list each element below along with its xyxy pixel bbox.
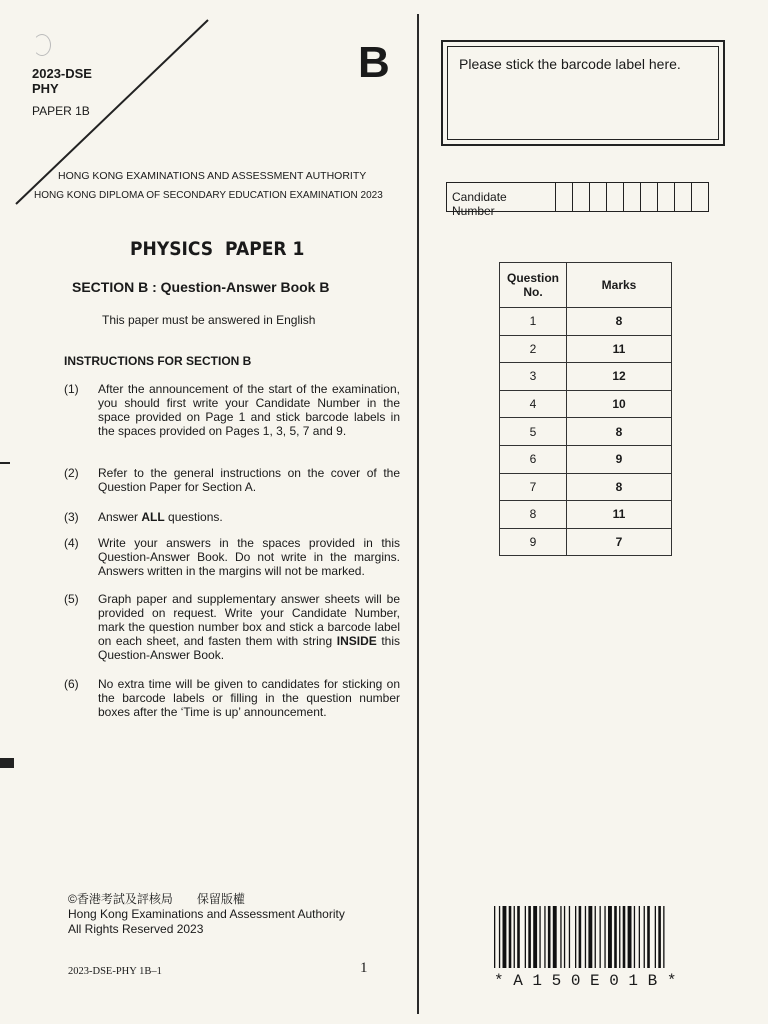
- barcode-bar: [579, 906, 582, 968]
- instructions-heading: INSTRUCTIONS FOR SECTION B: [64, 354, 252, 368]
- barcode-bar: [569, 906, 570, 968]
- section-letter: B: [358, 38, 390, 87]
- marks-table-row: [500, 445, 672, 473]
- barcode-bar: [658, 906, 661, 968]
- candidate-number-cell[interactable]: [556, 183, 573, 211]
- candidate-number-cell[interactable]: [692, 183, 708, 211]
- question-number-cell: 9: [500, 528, 567, 556]
- instruction-text: No extra time will be given to candidates for sticking on the barcode labels or filling in the question number boxes after the ‘Time is up’ announcement.: [98, 677, 400, 719]
- barcode-bar: [553, 906, 557, 968]
- candidate-number-cell[interactable]: [573, 183, 590, 211]
- question-number-cell: 2: [500, 335, 567, 363]
- barcode-bar: [548, 906, 551, 968]
- margin-tick: [0, 462, 10, 464]
- barcode-bar: [525, 906, 526, 968]
- instruction-number: (4): [64, 536, 79, 550]
- marks-cell: 11: [567, 335, 672, 363]
- marks-table-row: [500, 363, 672, 391]
- question-number-cell: 8: [500, 501, 567, 529]
- instruction-text-part: Answer: [98, 510, 142, 524]
- barcode-bar: [533, 906, 537, 968]
- marks-table-row: [500, 528, 672, 556]
- candidate-number-cell[interactable]: [641, 183, 658, 211]
- barcode-bar: [639, 906, 640, 968]
- barcode-text: * A 1 5 0 E 0 1 B *: [494, 972, 677, 990]
- instruction-text-emphasis: INSIDE: [336, 634, 377, 648]
- barcode-bar: [604, 906, 605, 968]
- candidate-number-cell[interactable]: [658, 183, 675, 211]
- question-number-cell: 3: [500, 363, 567, 391]
- marks-table-row: [500, 418, 672, 446]
- vertical-divider: [417, 14, 419, 1014]
- barcode-bar: [575, 906, 576, 968]
- barcode-bar: [644, 906, 645, 968]
- barcode-bar: [623, 906, 626, 968]
- instruction-text-part: this Question-Answer Book.: [98, 634, 400, 662]
- candidate-number-cell[interactable]: [607, 183, 624, 211]
- question-no-header: Question No.: [500, 263, 567, 308]
- barcode-bar: [634, 906, 635, 968]
- barcode-bar: [600, 906, 601, 968]
- footer-code: 2023-DSE-PHY 1B–1: [68, 966, 162, 977]
- instruction-text: [98, 510, 400, 524]
- candidate-number-cell[interactable]: [675, 183, 692, 211]
- barcode-bar: [608, 906, 612, 968]
- barcode-bar: [564, 906, 565, 968]
- barcode-bar: [517, 906, 520, 968]
- instruction-number: (1): [64, 382, 79, 396]
- exam-code: 2023-DSE: [32, 66, 92, 81]
- authority-name: HONG KONG EXAMINATIONS AND ASSESSMENT AUTHORITY: [58, 170, 367, 182]
- language-note: This paper must be answered in English: [102, 313, 316, 327]
- barcode-bar: [539, 906, 540, 968]
- copyright-line: Hong Kong Examinations and Assessment Authority: [68, 907, 345, 921]
- barcode-bar: [503, 906, 507, 968]
- marks-table: [499, 262, 672, 556]
- marks-cell: 12: [567, 363, 672, 391]
- barcode-bar: [585, 906, 586, 968]
- subject-code: PHY: [32, 81, 59, 96]
- candidate-number-cell[interactable]: [624, 183, 641, 211]
- barcode-bar: [544, 906, 545, 968]
- barcode-bar: [647, 906, 650, 968]
- exam-code-block: [32, 66, 92, 96]
- marks-header: Marks: [567, 263, 672, 308]
- marks-table-row: [500, 335, 672, 363]
- marks-cell: 10: [567, 390, 672, 418]
- question-number-cell: 4: [500, 390, 567, 418]
- barcode-label-text: Please stick the barcode label here.: [459, 56, 681, 72]
- barcode-bar: [614, 906, 617, 968]
- candidate-number-field[interactable]: [446, 182, 709, 218]
- barcode-bar: [628, 906, 632, 968]
- marks-table-row: [500, 473, 672, 501]
- marks-cell: 7: [567, 528, 672, 556]
- barcode-bar: [595, 906, 596, 968]
- marks-table-row: [500, 308, 672, 336]
- instruction-text-part: questions.: [164, 510, 223, 524]
- barcode-bar: [655, 906, 656, 968]
- section-heading: SECTION B : Question-Answer Book B: [72, 279, 330, 295]
- barcode-bar: [528, 906, 531, 968]
- copyright-block: [68, 892, 345, 937]
- instruction-number: (6): [64, 677, 79, 691]
- question-number-cell: 7: [500, 473, 567, 501]
- question-number-cell: 5: [500, 418, 567, 446]
- instruction-text: Refer to the general instructions on the cover of the Question Paper for Section A.: [98, 466, 400, 494]
- instruction-text: After the announcement of the start of the examination, you should first write your Candidate Number in the space provided on Page 1 and stick barcode labels in the spaces provided on Pages 1, 3, 5, 7 and 9.: [98, 382, 400, 438]
- instruction-number: (5): [64, 592, 79, 606]
- barcode-bar: [509, 906, 512, 968]
- barcode-label-area: [441, 40, 725, 146]
- instruction-text-part: Graph paper and supplementary answer sheets will be provided on request. Write your Candidate Number, mark the question number box and stick a barcode label on each sheet, and fasten them with string: [98, 592, 400, 648]
- marks-cell: 11: [567, 501, 672, 529]
- marks-cell: 8: [567, 308, 672, 336]
- barcode-bar: [588, 906, 592, 968]
- candidate-number-label: Candidate Number: [447, 183, 556, 211]
- instruction-text: [98, 592, 400, 662]
- marks-table-row: [500, 501, 672, 529]
- question-number-cell: 6: [500, 445, 567, 473]
- barcode-bar: [514, 906, 515, 968]
- instruction-number: (3): [64, 510, 79, 524]
- barcode: [494, 906, 716, 970]
- barcode-bar: [619, 906, 620, 968]
- marks-cell: 8: [567, 473, 672, 501]
- instruction-number: (2): [64, 466, 79, 480]
- instruction-text-emphasis: ALL: [141, 510, 165, 524]
- barcode-bar: [499, 906, 500, 968]
- copyright-line: All Rights Reserved 2023: [68, 922, 204, 936]
- page-title: PHYSICS PAPER 1: [130, 238, 305, 260]
- margin-block: [0, 758, 14, 768]
- candidate-number-cell[interactable]: [590, 183, 607, 211]
- marks-cell: 8: [567, 418, 672, 446]
- barcode-bar: [663, 906, 664, 968]
- marks-cell: 9: [567, 445, 672, 473]
- barcode-bar: [494, 906, 495, 968]
- exam-name: HONG KONG DIPLOMA OF SECONDARY EDUCATION EXAMINATION 2023: [34, 190, 383, 201]
- marks-table-body: [500, 308, 672, 556]
- marks-table-row: [500, 390, 672, 418]
- marks-table-header: [500, 263, 672, 308]
- instruction-text: Write your answers in the spaces provided in this Question-Answer Book. Do not write in the margins. Answers written in the margins will not be marked.: [98, 536, 400, 578]
- copyright-line: ©香港考試及評核局 保留版權: [68, 892, 245, 906]
- paper-code: PAPER 1B: [32, 104, 90, 118]
- page-number: 1: [360, 960, 368, 976]
- barcode-bar: [560, 906, 561, 968]
- question-number-cell: 1: [500, 308, 567, 336]
